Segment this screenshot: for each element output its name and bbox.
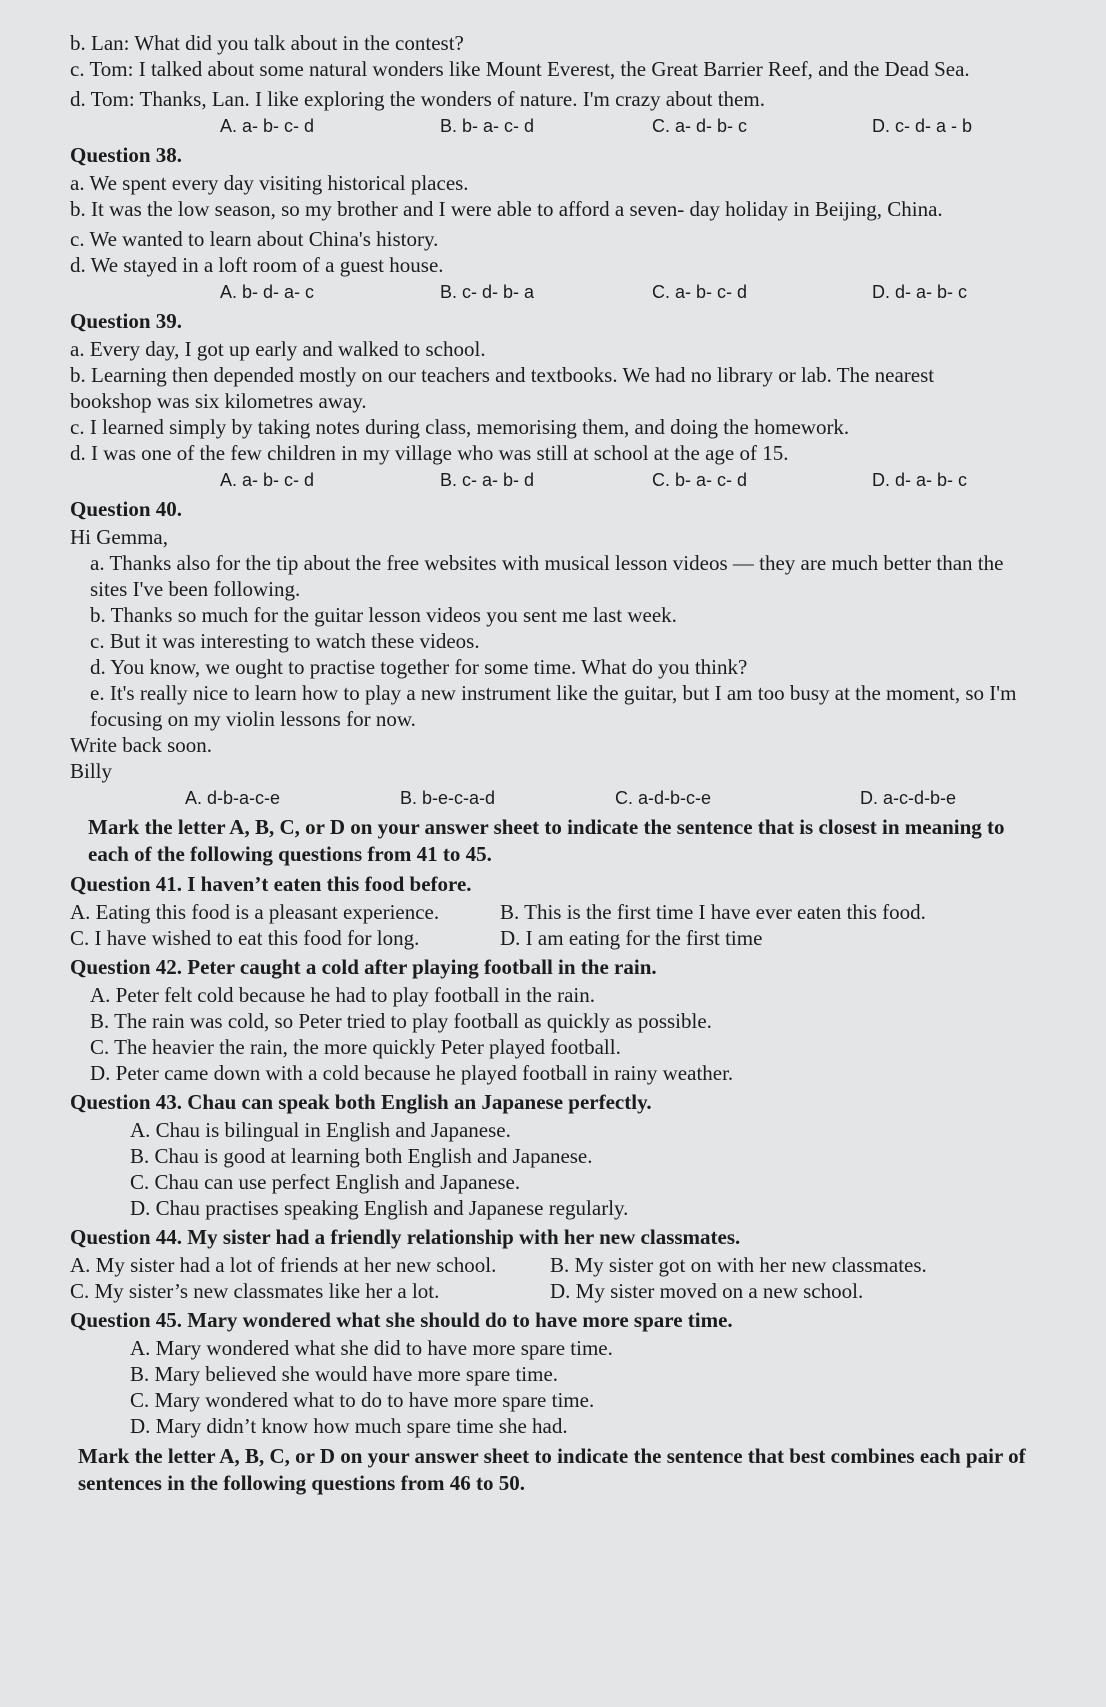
q42-option-a[interactable]: A. Peter felt cold because he had to play football in the rain. — [90, 983, 595, 1007]
q41-option-d[interactable]: D. I am eating for the first time — [500, 926, 763, 950]
q37-option-d[interactable]: D. c- d- a - b — [872, 116, 973, 136]
q39-line-c: c. I learned simply by taking notes during class, memorising them, and doing the homework. — [70, 415, 850, 439]
instruction-46-50: Mark the letter A, B, C, or D on your answer sheet to indicate the sentence that best combines each pair of sentences in the following questions from 46 to 50. — [78, 1444, 1026, 1495]
q40-closing: Write back soon. — [70, 733, 213, 757]
q39-title: Question 39. — [70, 309, 183, 333]
q39-line-a: a. Every day, I got up early and walked to school. — [70, 337, 486, 361]
q41-options — [70, 899, 1066, 951]
q44-option-d[interactable]: D. My sister moved on a new school. — [550, 1279, 864, 1303]
q40-line-a: a. Thanks also for the tip about the free websites with musical lesson videos — they are much better than the sites I've been following. — [90, 551, 1004, 601]
q37-line-c: c. Tom: I talked about some natural wonders like Mount Everest, the Great Barrier Reef, and the Dead Sea. — [70, 57, 970, 81]
q37-line-b: b. Lan: What did you talk about in the contest? — [70, 31, 464, 55]
q38-line-a: a. We spent every day visiting historical places. — [70, 171, 469, 195]
q39-option-b[interactable]: B. c- a- b- d — [440, 470, 535, 490]
q39-option-d[interactable]: D. d- a- b- c — [872, 470, 968, 490]
q42-option-d[interactable]: D. Peter came down with a cold because he played football in rainy weather. — [90, 1061, 734, 1085]
q37-option-b[interactable]: B. b- a- c- d — [440, 116, 535, 136]
q39-line-d: d. I was one of the few children in my village who was still at school at the age of 15. — [70, 441, 789, 465]
q44-options — [70, 1252, 1066, 1304]
q38-option-d[interactable]: D. d- a- b- c — [872, 282, 968, 302]
q42-option-c[interactable]: C. The heavier the rain, the more quickly Peter played football. — [90, 1035, 621, 1059]
q41-title: Question 41. I haven’t eaten this food before. — [70, 872, 472, 896]
q42-title: Question 42. Peter caught a cold after playing football in the rain. — [70, 955, 657, 979]
q45-title: Question 45. Mary wondered what she should do to have more spare time. — [70, 1308, 733, 1332]
q37-line-d: d. Tom: Thanks, Lan. I like exploring the wonders of nature. I'm crazy about them. — [70, 87, 765, 111]
q40-option-b[interactable]: B. b-e-c-a-d — [400, 788, 496, 808]
q40-line-d: d. You know, we ought to practise together for some time. What do you think? — [90, 655, 748, 679]
q39-option-a[interactable]: A. a- b- c- d — [220, 470, 315, 490]
q40-title: Question 40. — [70, 497, 183, 521]
q41-option-b[interactable]: B. This is the first time I have ever eaten this food. — [500, 900, 926, 924]
q38-option-a[interactable]: A. b- d- a- c — [220, 282, 315, 302]
q39-options — [70, 468, 1066, 492]
q43-option-b[interactable]: B. Chau is good at learning both English and Japanese. — [130, 1144, 593, 1168]
q45-option-c[interactable]: C. Mary wondered what to do to have more spare time. — [130, 1388, 595, 1412]
q44-option-a[interactable]: A. My sister had a lot of friends at her new school. — [70, 1253, 497, 1277]
q40-options — [70, 786, 1066, 810]
q40-signature: Billy — [70, 759, 113, 783]
q43-option-d[interactable]: D. Chau practises speaking English and Japanese regularly. — [130, 1196, 629, 1220]
q43-option-a[interactable]: A. Chau is bilingual in English and Japanese. — [130, 1118, 511, 1142]
q44-option-c[interactable]: C. My sister’s new classmates like her a lot. — [70, 1279, 440, 1303]
q38-option-b[interactable]: B. c- d- b- a — [440, 282, 535, 302]
q39-option-c[interactable]: C. b- a- c- d — [652, 470, 748, 490]
q37-options — [70, 114, 1066, 138]
q43-title: Question 43. Chau can speak both English an Japanese perfectly. — [70, 1090, 652, 1114]
q39-line-b: b. Learning then depended mostly on our teachers and textbooks. We had no library or lab. The nearest bookshop was six kilometres away. — [70, 363, 935, 413]
q44-option-b[interactable]: B. My sister got on with her new classmates. — [550, 1253, 927, 1277]
q38-options — [70, 280, 1066, 304]
q40-option-d[interactable]: D. a-c-d-b-e — [860, 788, 957, 808]
q43-option-c[interactable]: C. Chau can use perfect English and Japanese. — [130, 1170, 521, 1194]
instruction-41-45: Mark the letter A, B, C, or D on your answer sheet to indicate the sentence that is closest in meaning to each of the following questions from 41 to 45. — [88, 815, 1005, 866]
q40-line-b: b. Thanks so much for the guitar lesson videos you sent me last week. — [90, 603, 677, 627]
q38-title: Question 38. — [70, 143, 183, 167]
q42-option-b[interactable]: B. The rain was cold, so Peter tried to play football as quickly as possible. — [90, 1009, 712, 1033]
q40-line-c: c. But it was interesting to watch these videos. — [90, 629, 480, 653]
q38-line-b: b. It was the low season, so my brother and I were able to afford a seven- day holiday in Beijing, China. — [70, 197, 943, 221]
q40-option-c[interactable]: C. a-d-b-c-e — [615, 788, 712, 808]
q38-line-d: d. We stayed in a loft room of a guest house. — [70, 253, 444, 277]
q38-option-c[interactable]: C. a- b- c- d — [652, 282, 748, 302]
q41-option-a[interactable]: A. Eating this food is a pleasant experience. — [70, 900, 440, 924]
q45-option-a[interactable]: A. Mary wondered what she did to have more spare time. — [130, 1336, 613, 1360]
q40-greeting: Hi Gemma, — [70, 525, 168, 549]
q40-line-e: e. It's really nice to learn how to play a new instrument like the guitar, but I am too busy at the moment, so I'm focusing on my violin lessons for now. — [90, 681, 1017, 731]
q37-option-c[interactable]: C. a- d- b- c — [652, 116, 748, 136]
q37-option-a[interactable]: A. a- b- c- d — [220, 116, 315, 136]
q38-line-c: c. We wanted to learn about China's history. — [70, 227, 439, 251]
q41-option-c[interactable]: C. I have wished to eat this food for long. — [70, 926, 420, 950]
q40-option-a[interactable]: A. d-b-a-c-e — [185, 788, 281, 808]
q44-title: Question 44. My sister had a friendly relationship with her new classmates. — [70, 1225, 741, 1249]
q45-option-d[interactable]: D. Mary didn’t know how much spare time she had. — [130, 1414, 568, 1438]
q45-option-b[interactable]: B. Mary believed she would have more spare time. — [130, 1362, 559, 1386]
